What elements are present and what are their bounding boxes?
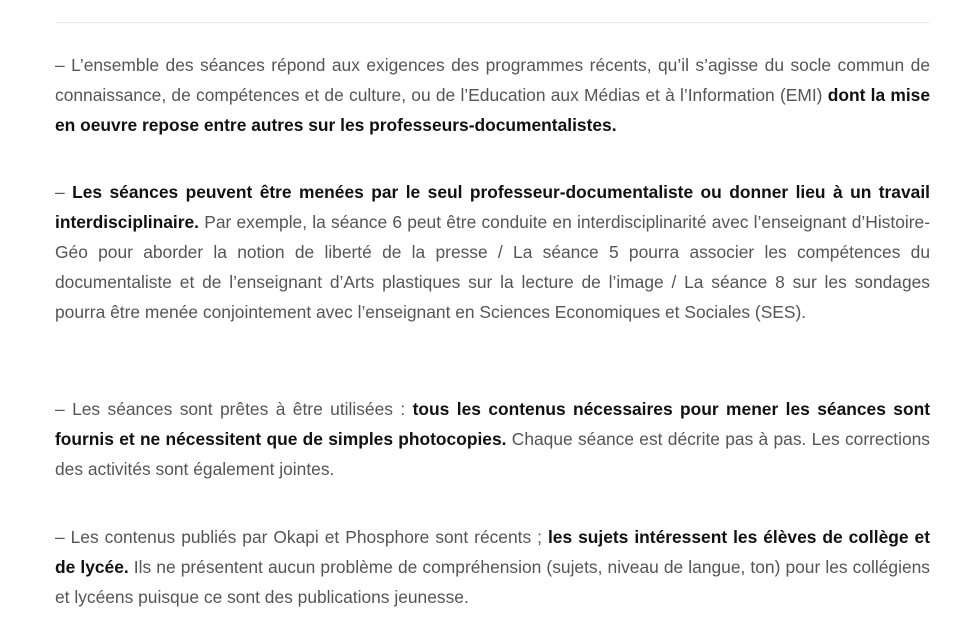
top-divider [55,22,930,23]
paragraph-programmes [55,50,930,140]
paragraph-ready-to-use [55,394,930,484]
paragraph-emphasis: dont la mise en oeuvre repose entre autres sur les professeurs-documentalistes. [55,85,931,135]
paragraph-emphasis: Les séances peuvent être menées par le seul professeur-documentaliste ou donner lieu à un travail interdisciplinaire. [55,182,930,232]
paragraph-text: – [55,182,73,202]
paragraph-text: Par exemple, la séance 6 peut être conduite en interdisciplinarité avec l’enseignant d’Histoire-Géo pour aborder la notion de liberté de la presse / La séance 5 pourra associer les compétences du documentaliste et de l’enseignant d’Arts plastiques sur la lecture de l’image / La séance 8 sur les sondages pourra être menée conjointement avec l’enseignant en Sciences Economiques et Sociales (SES). [55,212,930,322]
paragraph-emphasis: tous les contenus nécessaires pour mener les séances sont fournis et ne nécessitent que de simples photocopies. [55,399,930,449]
paragraph-interdisciplinary [55,177,930,327]
paragraph-text: – L’ensemble des séances répond aux exigences des programmes récents, qu’il s’agisse du socle commun de connaissance, de compétences et de culture, ou de l’Education aux Médias et à l’Information (EMI) [55,55,930,105]
paragraph-text: Ils ne présentent aucun problème de compréhension (sujets, niveau de langue, ton) pour les collégiens et lycéens puisque ce sont des publications jeunesse. [55,557,930,607]
paragraph-emphasis: les sujets intéressent les élèves de collège et de lycée. [55,527,930,577]
paragraph-text: Chaque séance est décrite pas à pas. Les corrections des activités sont également jointes. [55,429,930,479]
paragraph-recent-content [55,522,930,612]
paragraph-text: – Les séances sont prêtes à être utilisées : [55,399,413,419]
paragraph-text: – Les contenus publiés par Okapi et Phosphore sont récents ; [55,527,548,547]
